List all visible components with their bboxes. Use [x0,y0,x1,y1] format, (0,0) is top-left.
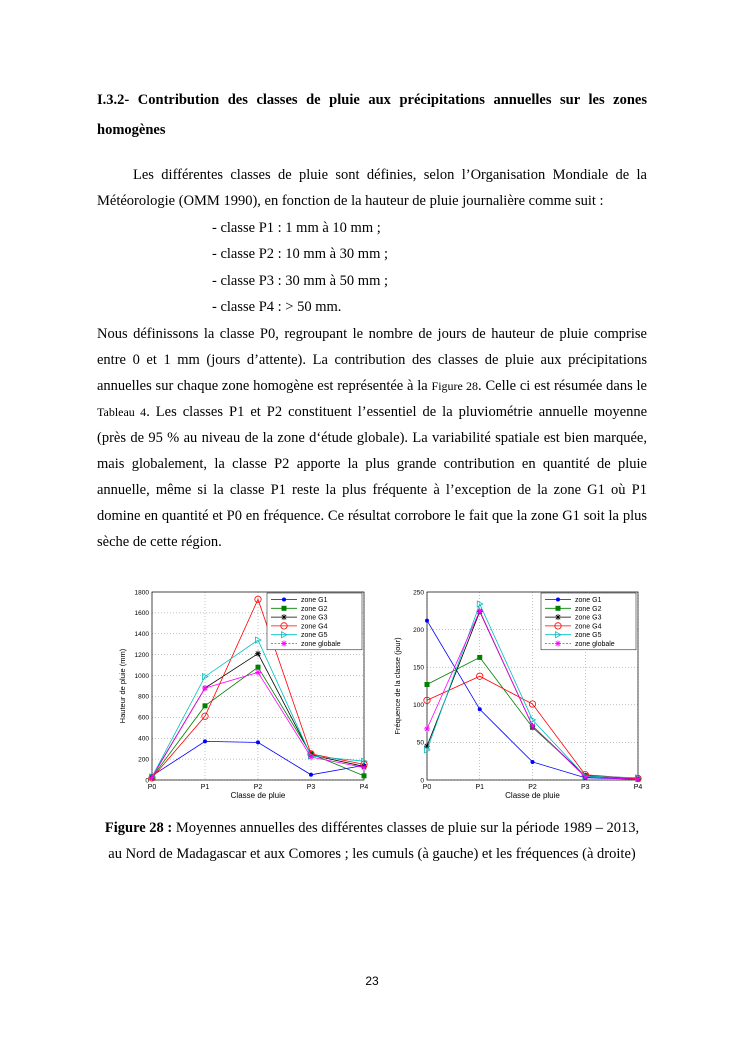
x-tick-label: P2 [528,784,537,791]
legend-label: zone G3 [575,614,602,622]
y-axis-label: Fréquence de la classe (jour) [393,637,402,735]
y-tick-label: 400 [138,735,149,743]
x-axis-label: Classe de pluie [505,791,560,800]
paragraph-analysis-part2: . Celle ci est résumée dans le [478,378,647,394]
data-point [255,651,261,657]
y-tick-label: 1600 [134,610,149,618]
legend-marker [555,641,561,647]
y-tick-label: 100 [413,702,424,710]
y-tick-label: 1000 [134,672,149,680]
series-line [152,640,364,777]
paragraph-analysis [97,321,647,555]
data-point [255,669,261,675]
x-tick-label: P1 [475,784,485,791]
legend-marker [281,614,287,620]
legend-marker [281,641,287,647]
class-list-item: - classe P3 : 30 mm à 50 mm ; [212,272,388,289]
legend-label: zone G1 [301,597,328,604]
legend-marker [282,606,286,610]
data-point [202,685,208,691]
paragraph-intro: Les différentes classes de pluie sont définies, selon l’Organisation Mondiale de la Météorologie (OMM 1990), en fonction de la hauteur de pluie journalière comme suit : [97,167,647,209]
data-point [361,764,367,770]
y-tick-label: 150 [413,664,424,672]
legend-label: zone G1 [575,597,602,604]
y-tick-label: 1400 [134,631,149,639]
data-point [531,760,535,764]
figure-reference-link[interactable]: Figure 28 [431,379,479,393]
table-reference-link[interactable]: Tableau 4 [97,405,147,419]
page-number: 23 [365,974,379,988]
data-point [362,774,366,778]
x-tick-label: P0 [422,784,432,791]
data-point [478,707,482,711]
legend-label: zone G4 [575,623,602,631]
figure-28-charts [114,584,654,806]
data-point [425,682,429,686]
x-tick-label: P0 [147,784,157,791]
y-tick-label: 800 [138,693,149,701]
legend-marker [556,598,560,602]
y-tick-label: 50 [416,739,424,747]
data-point [256,665,260,669]
class-list-item: - classe P1 : 1 mm à 10 mm ; [212,220,381,236]
data-point [308,754,314,760]
y-tick-label: 200 [138,756,149,764]
data-point [582,774,588,780]
y-axis-label: Hauteur de pluie (mm) [118,648,127,724]
legend-label: zone G5 [575,632,602,640]
data-point [530,723,536,729]
paragraph-analysis-part3: . Les classes P1 et P2 constituent l’essentiel de la pluviométrie annuelle moyenne (près de 95 % au niveau de la zone d‘étude globale). La variabilité spatiale est bien marquée, mais globalement, la classe P2 apporte la plus grande contribution en quantité de pluie annuelle, même si la classe P1 reste la plus fréquente à l’exception de la zone G1 où P1 domine en quantité et P0 en fréquence. Ce résultat corrobore le fait que la zone G1 soit la plus sèche de cette région. [97,404,647,550]
class-list-item: - classe P4 : > 50 mm. [212,298,342,315]
data-point [309,773,313,777]
data-point [477,608,483,614]
data-point [424,726,430,732]
figure-caption-text: Moyennes annuelles des différentes classes de pluie sur la période 1989 – 2013, au Nord de Madagascar et aux Comores ; les cumuls (à gauche) et les fréquences (à droite) [108,820,640,862]
legend-label: zone G5 [301,632,328,640]
y-tick-label: 1800 [134,589,149,597]
data-point [425,619,429,623]
section-heading [97,85,647,145]
y-tick-label: 0 [145,777,149,785]
class-list-item: - classe P2 : 10 mm à 30 mm ; [212,246,388,263]
x-tick-label: P3 [306,784,316,791]
x-tick-label: P2 [253,784,263,791]
legend-marker [556,606,560,610]
legend-label: zone globale [301,641,341,648]
legend-label: zone globale [575,641,615,648]
data-point [149,774,155,780]
y-tick-label: 200 [413,626,424,634]
y-tick-label: 1200 [134,651,149,659]
x-tick-label: P1 [200,784,210,791]
data-point [203,739,207,743]
legend-marker [555,614,561,620]
data-point [203,704,207,708]
x-tick-label: P4 [633,784,643,791]
data-point [635,776,641,782]
legend-label: zone G2 [575,605,602,613]
x-tick-label: P4 [359,784,369,791]
figure-caption-label: Figure 28 : [104,820,173,836]
data-point [478,655,482,659]
legend-label: zone G2 [301,605,328,613]
legend-label: zone G3 [301,614,328,622]
y-tick-label: 600 [138,714,149,722]
legend-marker [282,598,286,602]
class-list [212,215,388,320]
data-point [256,740,260,744]
figure-caption [97,815,647,867]
x-axis-label: Classe de pluie [230,791,286,800]
series-line [152,741,364,775]
x-tick-label: P3 [580,784,590,791]
legend-label: zone G4 [301,623,328,631]
paragraph-analysis-part1: Nous définissons la classe P0, regroupant le nombre de jours de hauteur de pluie comprise entre 0 et 1 mm (jours d’attente). La contribution des classes de pluie aux précipitations annuelles sur chaque zone homogène est représentée à la [97,326,647,394]
section-heading-line2: homogènes [97,122,166,138]
section-heading-line1: I.3.2- Contribution des classes de pluie aux précipitations annuelles sur les zones [97,92,647,108]
y-tick-label: 250 [413,589,424,597]
y-tick-label: 0 [420,777,424,785]
